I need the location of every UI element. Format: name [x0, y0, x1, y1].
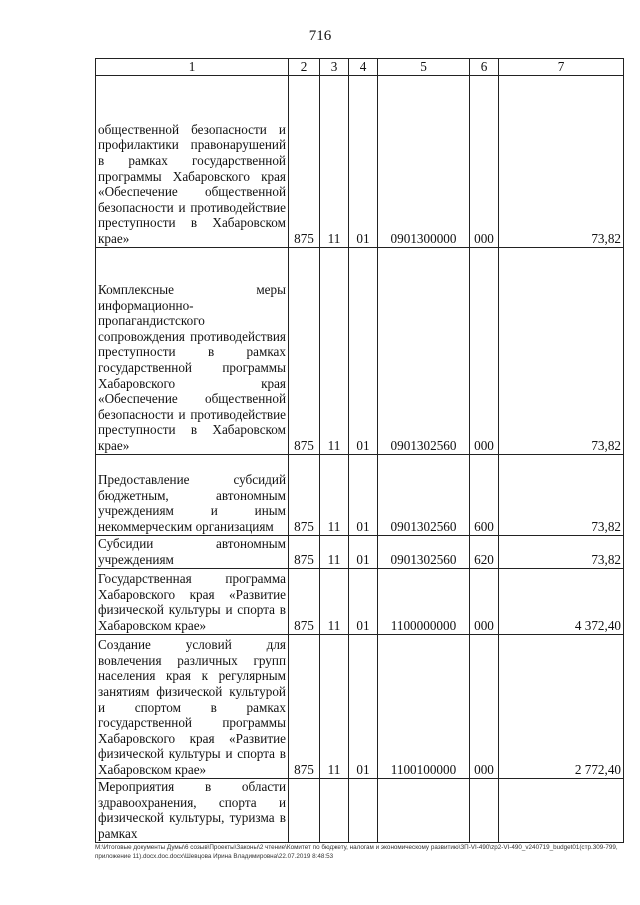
cell-ministry: 875	[289, 247, 320, 454]
column-header: 3	[320, 59, 349, 76]
cell-expense-type: 000	[470, 75, 499, 247]
cell-section: 11	[320, 75, 349, 247]
column-header: 6	[470, 59, 499, 76]
cell-expense-type	[470, 778, 499, 842]
page-number: 716	[308, 28, 332, 44]
cell-subsection: 01	[349, 454, 378, 535]
row-name: Создание условий для вовлечения различных групп населения края к регулярным занятиям физической культурой и спортом в рамках государственной программы Хабаровского края «Развитие физической культуры и спорта в Хабаровском крае»	[96, 634, 289, 778]
cell-subsection: 01	[349, 75, 378, 247]
cell-expense-type: 600	[470, 454, 499, 535]
cell-section: 11	[320, 634, 349, 778]
cell-subsection: 01	[349, 247, 378, 454]
cell-subsection: 01	[349, 535, 378, 568]
column-header: 7	[499, 59, 624, 76]
cell-amount: 4 372,40	[499, 568, 624, 634]
budget-table	[95, 58, 624, 843]
cell-section: 11	[320, 535, 349, 568]
cell-target-article: 1100100000	[378, 634, 470, 778]
row-name: Государственная программа Хабаровского края «Развитие физической культуры и спорта в Хабаровском крае»	[96, 568, 289, 634]
table-row	[96, 75, 624, 247]
table-row	[96, 247, 624, 454]
table-row	[96, 634, 624, 778]
table-row	[96, 535, 624, 568]
cell-ministry	[289, 778, 320, 842]
cell-subsection: 01	[349, 634, 378, 778]
cell-section: 11	[320, 568, 349, 634]
cell-expense-type: 000	[470, 634, 499, 778]
cell-amount: 73,82	[499, 247, 624, 454]
cell-target-article: 0901302560	[378, 535, 470, 568]
cell-section	[320, 778, 349, 842]
cell-amount: 73,82	[499, 75, 624, 247]
table-row	[96, 454, 624, 535]
cell-expense-type: 620	[470, 535, 499, 568]
cell-target-article	[378, 778, 470, 842]
cell-section: 11	[320, 454, 349, 535]
header-row	[96, 59, 624, 76]
row-name: Комплексные меры информационно-пропагандистского сопровождения противодействия преступности в рамках государственной программы Хабаровского края «Обеспечение общественной безопасности и противодействие преступности в Хабаровском крае»	[96, 247, 289, 454]
cell-amount	[499, 778, 624, 842]
row-name: Мероприятия в области здравоохранения, спорта и физической культуры, туризма в рамках	[96, 778, 289, 842]
column-header: 5	[378, 59, 470, 76]
cell-ministry: 875	[289, 634, 320, 778]
cell-ministry: 875	[289, 535, 320, 568]
cell-ministry: 875	[289, 568, 320, 634]
row-name: общественной безопасности и профилактики правонарушений в рамках государственной программы Хабаровского края «Обеспечение общественной безопасности и противодействие преступности в Хабаровском крае»	[96, 75, 289, 247]
cell-target-article: 0901302560	[378, 247, 470, 454]
cell-amount: 2 772,40	[499, 634, 624, 778]
cell-section: 11	[320, 247, 349, 454]
table-row	[96, 778, 624, 842]
cell-target-article: 0901300000	[378, 75, 470, 247]
cell-ministry: 875	[289, 75, 320, 247]
cell-ministry: 875	[289, 454, 320, 535]
cell-target-article: 0901302560	[378, 454, 470, 535]
cell-target-article: 1100000000	[378, 568, 470, 634]
cell-amount: 73,82	[499, 454, 624, 535]
row-name: Субсидии автономным учреждениям	[96, 535, 289, 568]
cell-subsection: 01	[349, 568, 378, 634]
column-header: 1	[96, 59, 289, 76]
column-header: 4	[349, 59, 378, 76]
cell-expense-type: 000	[470, 568, 499, 634]
row-name: Предоставление субсидий бюджетным, автономным учреждениям и иным некоммерческим организациям	[96, 454, 289, 535]
column-header: 2	[289, 59, 320, 76]
table-row	[96, 568, 624, 634]
cell-expense-type: 000	[470, 247, 499, 454]
cell-subsection	[349, 778, 378, 842]
file-path-footer: М:\Итоговые документы Думы\6 созыв\Проекты\Законы\2 чтение\Комитет по бюджету, налогам и экономическому развитию\ЗП-VI-490\zp2-VI-490_v240719_budget01(стр.309-799, приложение 11).docx.doc.docx\Шевцова Ирина Владимировна\22.07.2019 8:48:53	[95, 844, 618, 860]
cell-amount: 73,82	[499, 535, 624, 568]
